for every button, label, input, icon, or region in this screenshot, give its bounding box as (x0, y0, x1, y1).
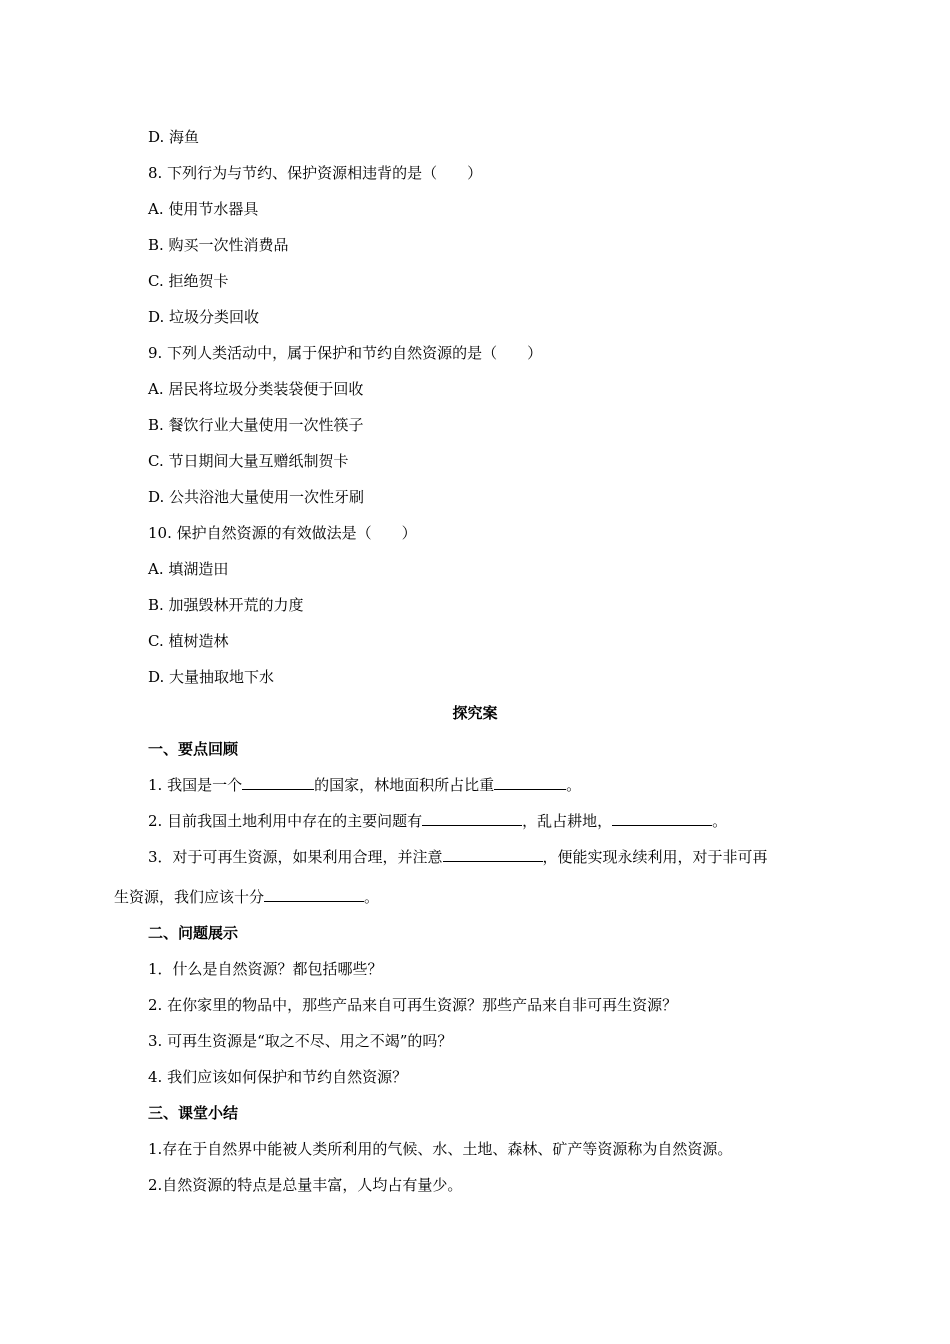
review-item-3-continued (114, 887, 379, 907)
q7-option-d: D. 海鱼 (148, 128, 200, 146)
question-2: 2. 在你家里的物品中，那些产品来自可再生资源？那些产品来自非可再生资源？ (148, 996, 678, 1014)
q9-stem: 9. 下列人类活动中，属于保护和节约自然资源的是（ ） (148, 344, 543, 362)
section-title: 探究案 (452, 704, 498, 722)
q10-option-c: C. 植树造林 (148, 632, 229, 650)
question-4: 4. 我们应该如何保护和节约自然资源？ (148, 1068, 408, 1086)
answer-blank (612, 811, 712, 826)
q10-option-d: D. 大量抽取地下水 (148, 668, 275, 686)
q9-option-a: A. 居民将垃圾分类装袋便于回收 (148, 380, 364, 398)
answer-blank (242, 775, 314, 790)
review-item-1-text-a: 1. 我国是一个 (148, 776, 243, 794)
review-item-2 (148, 811, 727, 831)
answer-blank (494, 775, 566, 790)
review-item-2-text-a: 2. 目前我国土地利用中存在的主要问题有 (148, 812, 423, 830)
question-3: 3. 可再生资源是“取之不尽、用之不竭”的吗？ (148, 1032, 453, 1050)
q9-option-d: D. 公共浴池大量使用一次性牙刷 (148, 488, 365, 506)
review-item-2-text-c: 。 (712, 812, 728, 830)
review-item-2-text-b: ，乱占耕地， (522, 812, 613, 830)
question-1: 1．什么是自然资源？都包括哪些？ (148, 960, 383, 978)
q8-option-a: A. 使用节水器具 (148, 200, 259, 218)
review-item-3-text-c: 生资源，我们应该十分 (114, 888, 265, 906)
q9-option-c: C. 节日期间大量互赠纸制贺卡 (148, 452, 349, 470)
q8-option-c: C. 拒绝贺卡 (148, 272, 229, 290)
summary-1: 1.存在于自然界中能被人类所利用的气候、水、土地、森林、矿产等资源称为自然资源。 (148, 1140, 733, 1158)
q10-option-a: A. 填湖造田 (148, 560, 229, 578)
q8-option-b: B. 购买一次性消费品 (148, 236, 289, 254)
part1-heading: 一、要点回顾 (148, 740, 239, 758)
q8-stem: 8. 下列行为与节约、保护资源相违背的是（ ） (148, 164, 483, 182)
summary-2: 2.自然资源的特点是总量丰富，人均占有量少。 (148, 1176, 463, 1194)
part3-heading: 三、课堂小结 (148, 1104, 239, 1122)
answer-blank (422, 811, 522, 826)
q10-option-b: B. 加强毁林开荒的力度 (148, 596, 304, 614)
q10-stem: 10. 保护自然资源的有效做法是（ ） (148, 524, 417, 542)
answer-blank (264, 887, 364, 902)
q9-option-b: B. 餐饮行业大量使用一次性筷子 (148, 416, 364, 434)
review-item-1-text-b: 的国家，林地面积所占比重 (314, 776, 495, 794)
review-item-3-text-b: ，便能实现永续利用，对于非可再 (542, 848, 768, 866)
review-item-3 (148, 847, 768, 867)
review-item-3-text-a: 3．对于可再生资源，如果利用合理，并注意 (148, 848, 443, 866)
answer-blank (443, 847, 543, 862)
review-item-3-text-d: 。 (364, 888, 380, 906)
q8-option-d: D. 垃圾分类回收 (148, 308, 260, 326)
review-item-1 (148, 775, 581, 795)
review-item-1-text-c: 。 (566, 776, 582, 794)
part2-heading: 二、问题展示 (148, 924, 239, 942)
